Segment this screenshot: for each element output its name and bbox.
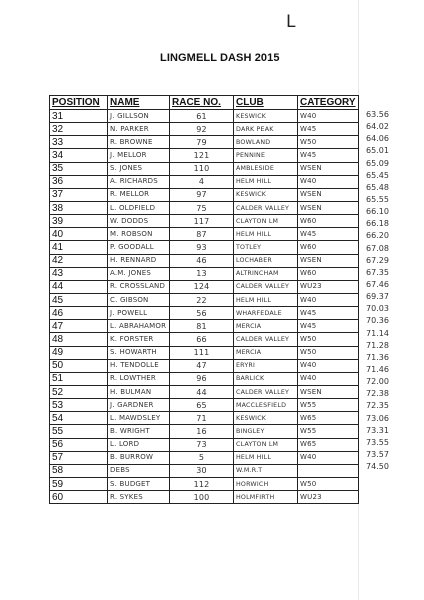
name-cell: K. FORSTER <box>108 333 170 346</box>
position-cell: 49 <box>50 346 108 359</box>
club-cell: BARLICK <box>234 372 298 385</box>
finish-time: 72.35 <box>366 401 389 411</box>
table-row <box>50 412 359 425</box>
name-cell: L. OLDFIELD <box>108 201 170 214</box>
finish-time: 65.45 <box>366 170 389 180</box>
club-cell: ERYRI <box>234 359 298 372</box>
category-cell: W50 <box>298 136 359 149</box>
table-row <box>50 201 359 214</box>
category-cell: WSEN <box>298 385 359 398</box>
race-number-cell: 71 <box>170 412 234 425</box>
club-cell: ALTRINCHAM <box>234 267 298 280</box>
table-row <box>50 293 359 306</box>
position-cell: 52 <box>50 385 108 398</box>
table-row <box>50 320 359 333</box>
name-cell: L. ABRAHAMOR <box>108 320 170 333</box>
race-number-cell: 93 <box>170 241 234 254</box>
race-number-cell: 5 <box>170 451 234 464</box>
category-cell: W40 <box>298 359 359 372</box>
position-cell: 54 <box>50 412 108 425</box>
category-cell: WU23 <box>298 280 359 293</box>
club-cell: KESWICK <box>234 110 298 123</box>
finish-time: 69.37 <box>366 292 389 302</box>
category-cell: W55 <box>298 425 359 438</box>
category-cell: W40 <box>298 175 359 188</box>
race-number-cell: 47 <box>170 359 234 372</box>
table-row <box>50 491 359 504</box>
name-cell: R. SYKES <box>108 491 170 504</box>
club-cell: CALDER VALLEY <box>234 385 298 398</box>
race-number-cell: 73 <box>170 438 234 451</box>
table-row <box>50 123 359 136</box>
club-cell: CALDER VALLEY <box>234 201 298 214</box>
name-cell: C. GIBSON <box>108 293 170 306</box>
race-number-cell: 22 <box>170 293 234 306</box>
category-cell: W40 <box>298 372 359 385</box>
results-table-body <box>50 110 359 504</box>
table-row <box>50 110 359 123</box>
club-cell: DARK PEAK <box>234 123 298 136</box>
club-cell: CALDER VALLEY <box>234 333 298 346</box>
club-cell: HORWICH <box>234 477 298 490</box>
club-cell: HELM HILL <box>234 228 298 241</box>
table-row <box>50 188 359 201</box>
name-cell: J. POWELL <box>108 307 170 320</box>
category-cell: W45 <box>298 228 359 241</box>
position-cell: 40 <box>50 228 108 241</box>
name-cell: L. LORD <box>108 438 170 451</box>
club-cell: MERCIA <box>234 346 298 359</box>
name-cell: H. BULMAN <box>108 385 170 398</box>
category-cell: W40 <box>298 110 359 123</box>
name-cell: S. BUDGET <box>108 477 170 490</box>
name-cell: R. LOWTHER <box>108 372 170 385</box>
club-cell: LOCHABER <box>234 254 298 267</box>
name-cell: W. DODDS <box>108 215 170 228</box>
category-cell: W45 <box>298 320 359 333</box>
race-number-cell: 111 <box>170 346 234 359</box>
table-row <box>50 346 359 359</box>
position-cell: 34 <box>50 149 108 162</box>
position-cell: 33 <box>50 136 108 149</box>
club-cell: PENNINE <box>234 149 298 162</box>
race-number-cell: 96 <box>170 372 234 385</box>
position-cell: 38 <box>50 201 108 214</box>
position-cell: 60 <box>50 491 108 504</box>
club-cell: CLAYTON LM <box>234 215 298 228</box>
finish-time: 67.46 <box>366 279 389 289</box>
name-cell: A. RICHARDS <box>108 175 170 188</box>
finish-time: 71.46 <box>366 364 389 374</box>
race-number-cell: 56 <box>170 307 234 320</box>
results-table <box>49 95 359 504</box>
table-row <box>50 267 359 280</box>
table-row <box>50 149 359 162</box>
finish-time: 67.29 <box>366 255 389 265</box>
race-number-cell: 44 <box>170 385 234 398</box>
position-cell: 45 <box>50 293 108 306</box>
race-number-cell: 46 <box>170 254 234 267</box>
category-cell: W45 <box>298 149 359 162</box>
name-cell: S. HOWARTH <box>108 346 170 359</box>
name-cell: R. MELLOR <box>108 188 170 201</box>
club-cell: WHARFEDALE <box>234 307 298 320</box>
name-cell: J. GILLSON <box>108 110 170 123</box>
table-row <box>50 333 359 346</box>
race-number-cell: 117 <box>170 215 234 228</box>
table-row <box>50 254 359 267</box>
table-row <box>50 438 359 451</box>
club-cell: TOTLEY <box>234 241 298 254</box>
race-number-cell: 87 <box>170 228 234 241</box>
club-cell: CLAYTON LM <box>234 438 298 451</box>
position-cell: 56 <box>50 438 108 451</box>
club-cell: HELM HILL <box>234 293 298 306</box>
finish-time: 64.06 <box>366 134 389 144</box>
name-cell: J. GARDNER <box>108 399 170 412</box>
table-row <box>50 280 359 293</box>
category-cell: W65 <box>298 438 359 451</box>
category-cell: W55 <box>298 399 359 412</box>
table-row <box>50 425 359 438</box>
category-cell: W40 <box>298 451 359 464</box>
club-cell: MERCIA <box>234 320 298 333</box>
name-cell: R. CROSSLAND <box>108 280 170 293</box>
position-cell: 42 <box>50 254 108 267</box>
position-cell: 48 <box>50 333 108 346</box>
position-cell: 57 <box>50 451 108 464</box>
finish-time: 70.03 <box>366 304 389 314</box>
name-cell: P. GOODALL <box>108 241 170 254</box>
header-name: NAME <box>108 96 170 110</box>
race-number-cell: 66 <box>170 333 234 346</box>
position-cell: 55 <box>50 425 108 438</box>
finish-time: 70.36 <box>366 316 389 326</box>
header-club: CLUB <box>234 96 298 110</box>
club-cell: KESWICK <box>234 412 298 425</box>
club-cell: W.M.R.T <box>234 464 298 477</box>
table-row <box>50 136 359 149</box>
race-number-cell: 16 <box>170 425 234 438</box>
finish-time: 71.14 <box>366 328 389 338</box>
table-row <box>50 307 359 320</box>
race-number-cell: 97 <box>170 188 234 201</box>
position-cell: 59 <box>50 477 108 490</box>
category-cell: W50 <box>298 346 359 359</box>
position-cell: 44 <box>50 280 108 293</box>
position-cell: 50 <box>50 359 108 372</box>
category-cell: W50 <box>298 477 359 490</box>
race-number-cell: 92 <box>170 123 234 136</box>
position-cell: 46 <box>50 307 108 320</box>
finish-time: 64.02 <box>366 122 389 132</box>
page-title: LINGMELL DASH 2015 <box>160 52 280 64</box>
table-row <box>50 175 359 188</box>
finish-time: 65.09 <box>366 158 389 168</box>
name-cell: H. TENDOLLE <box>108 359 170 372</box>
name-cell: A.M. JONES <box>108 267 170 280</box>
position-cell: 32 <box>50 123 108 136</box>
name-cell: M. ROBSON <box>108 228 170 241</box>
category-cell: W60 <box>298 215 359 228</box>
category-cell: WSEN <box>298 254 359 267</box>
finish-time: 72.00 <box>366 377 389 387</box>
name-cell: N. PARKER <box>108 123 170 136</box>
position-cell: 39 <box>50 215 108 228</box>
handwritten-page-mark: L <box>286 12 296 32</box>
finish-time: 72.38 <box>366 389 389 399</box>
category-cell: W40 <box>298 293 359 306</box>
position-cell: 37 <box>50 188 108 201</box>
race-number-cell: 13 <box>170 267 234 280</box>
category-cell: W65 <box>298 412 359 425</box>
finish-time: 73.06 <box>366 413 389 423</box>
category-cell: WU23 <box>298 491 359 504</box>
table-row <box>50 215 359 228</box>
club-cell: AMBLESIDE <box>234 162 298 175</box>
table-row <box>50 162 359 175</box>
race-number-cell: 100 <box>170 491 234 504</box>
club-cell: BOWLAND <box>234 136 298 149</box>
category-cell: WSEN <box>298 201 359 214</box>
position-cell: 31 <box>50 110 108 123</box>
finish-times-column <box>366 109 420 473</box>
race-number-cell: 112 <box>170 477 234 490</box>
finish-time: 66.10 <box>366 207 389 217</box>
name-cell: S. JONES <box>108 162 170 175</box>
finish-time: 67.35 <box>366 267 389 277</box>
header-category: CATEGORY <box>298 96 359 110</box>
finish-time: 65.01 <box>366 146 389 156</box>
club-cell: CALDER VALLEY <box>234 280 298 293</box>
race-number-cell: 121 <box>170 149 234 162</box>
name-cell: R. BROWNE <box>108 136 170 149</box>
category-cell: W45 <box>298 307 359 320</box>
category-cell: W45 <box>298 123 359 136</box>
position-cell: 47 <box>50 320 108 333</box>
table-row <box>50 359 359 372</box>
table-header-row <box>50 96 359 110</box>
club-cell: HELM HILL <box>234 175 298 188</box>
finish-time: 65.48 <box>366 182 389 192</box>
club-cell: HOLMFIRTH <box>234 491 298 504</box>
finish-time: 66.20 <box>366 231 389 241</box>
table-row <box>50 399 359 412</box>
race-number-cell: 124 <box>170 280 234 293</box>
table-row <box>50 451 359 464</box>
category-cell <box>298 464 359 477</box>
table-row <box>50 372 359 385</box>
club-cell: HELM HILL <box>234 451 298 464</box>
position-cell: 35 <box>50 162 108 175</box>
table-row <box>50 385 359 398</box>
category-cell: W50 <box>298 333 359 346</box>
name-cell: J. MELLOR <box>108 149 170 162</box>
table-row <box>50 241 359 254</box>
finish-time: 65.55 <box>366 194 389 204</box>
table-row <box>50 477 359 490</box>
name-cell: B. BURROW <box>108 451 170 464</box>
position-cell: 53 <box>50 399 108 412</box>
club-cell: BINGLEY <box>234 425 298 438</box>
name-cell: H. RENNARD <box>108 254 170 267</box>
finish-time: 74.50 <box>366 462 389 472</box>
finish-time: 73.57 <box>366 449 389 459</box>
position-cell: 41 <box>50 241 108 254</box>
name-cell: DEBS <box>108 464 170 477</box>
table-row <box>50 464 359 477</box>
finish-time: 66.18 <box>366 219 389 229</box>
header-race-no: RACE NO. <box>170 96 234 110</box>
race-number-cell: 79 <box>170 136 234 149</box>
position-cell: 58 <box>50 464 108 477</box>
race-number-cell: 110 <box>170 162 234 175</box>
race-number-cell: 61 <box>170 110 234 123</box>
position-cell: 36 <box>50 175 108 188</box>
race-number-cell: 65 <box>170 399 234 412</box>
category-cell: W60 <box>298 267 359 280</box>
position-cell: 43 <box>50 267 108 280</box>
name-cell: L. MAWDSLEY <box>108 412 170 425</box>
header-position: POSITION <box>50 96 108 110</box>
position-cell: 51 <box>50 372 108 385</box>
category-cell: W60 <box>298 241 359 254</box>
club-cell: KESWICK <box>234 188 298 201</box>
finish-time: 67.08 <box>366 243 389 253</box>
club-cell: MACCLESFIELD <box>234 399 298 412</box>
race-number-cell: 81 <box>170 320 234 333</box>
race-number-cell: 75 <box>170 201 234 214</box>
finish-time: 73.55 <box>366 437 389 447</box>
finish-time: 73.31 <box>366 425 389 435</box>
race-number-cell: 30 <box>170 464 234 477</box>
category-cell: WSEN <box>298 188 359 201</box>
finish-time: 63.56 <box>366 110 389 119</box>
finish-time: 71.28 <box>366 340 389 350</box>
table-row <box>50 228 359 241</box>
race-number-cell: 4 <box>170 175 234 188</box>
name-cell: B. WRIGHT <box>108 425 170 438</box>
finish-time: 71.36 <box>366 352 389 362</box>
category-cell: WSEN <box>298 162 359 175</box>
